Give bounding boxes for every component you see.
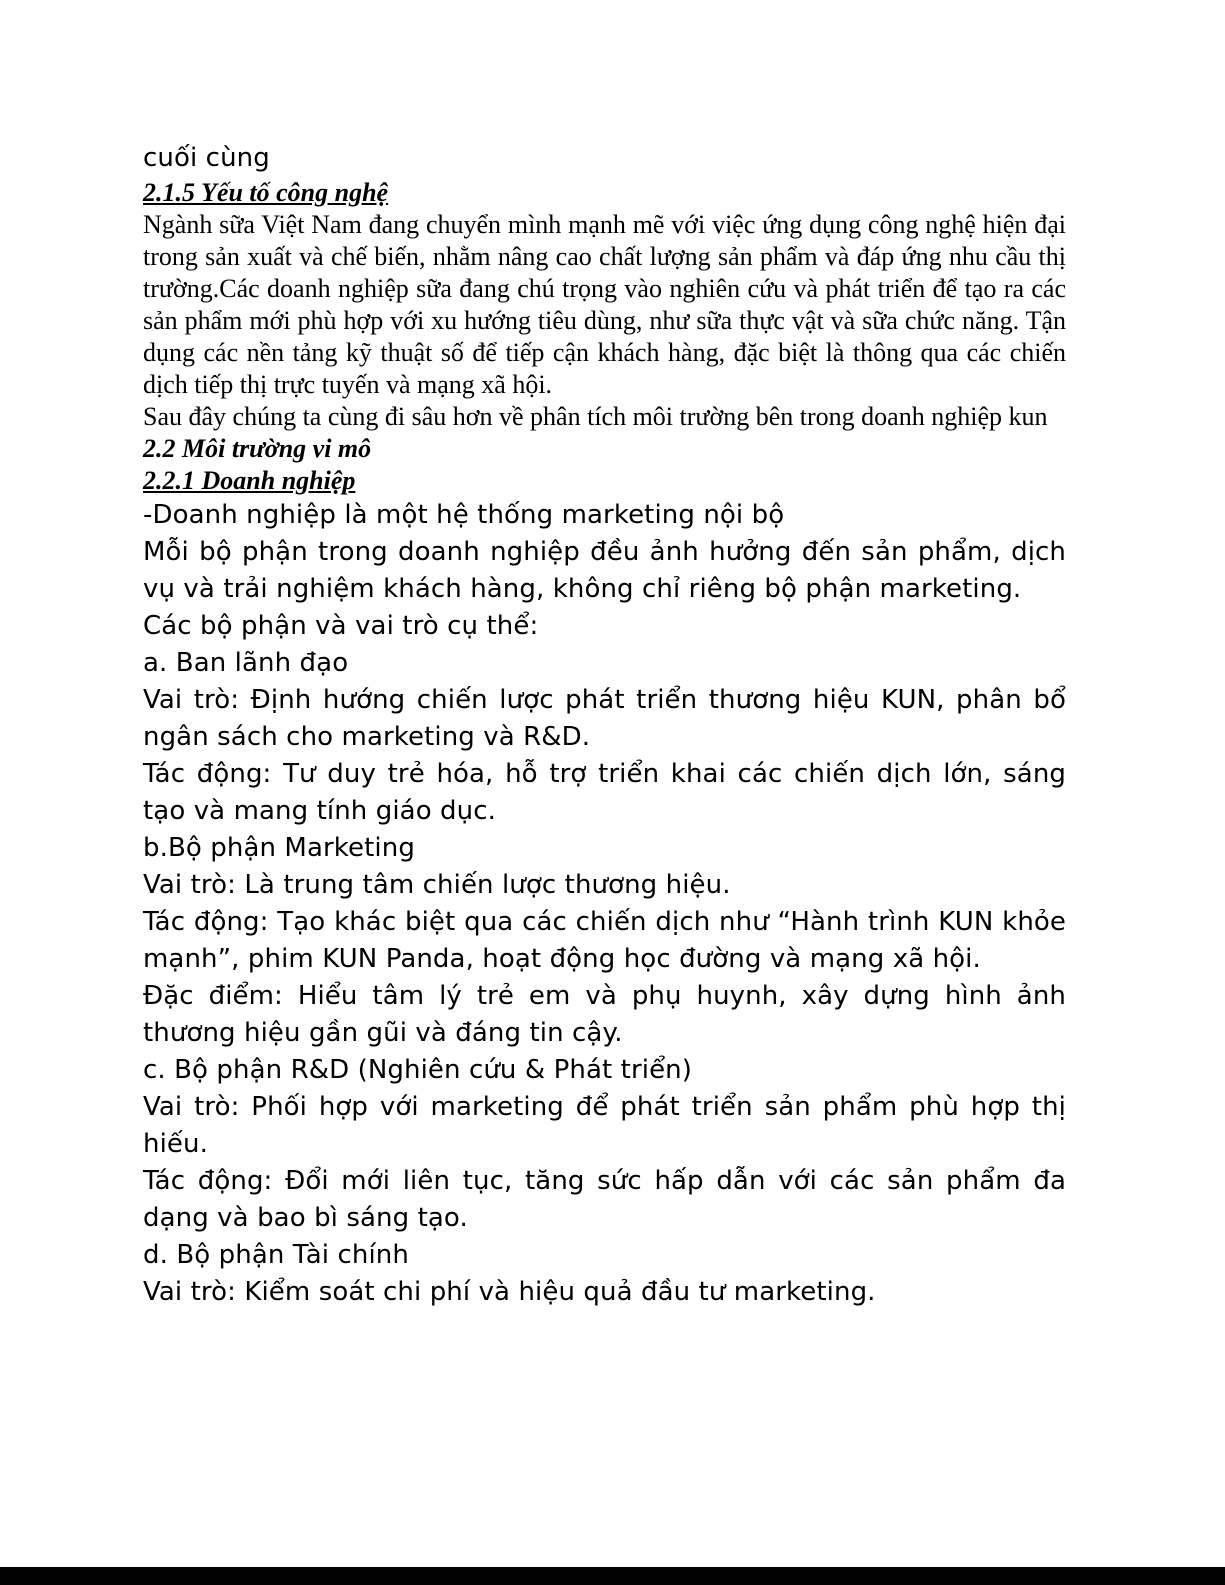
heading-2-2-1-enterprise: 2.2.1 Doanh nghiệp [143,466,356,495]
paragraph-internal-marketing-system: -Doanh nghiệp là một hệ thống marketing nội bộ [143,500,785,530]
section-b-title: b.Bộ phận Marketing [143,833,415,863]
heading-2-2-micro-environment: 2.2 Môi trường vi mô [143,434,372,463]
section-b-impact: Tác động: Tạo khác biệt qua các chiến dịch như “Hành trình KUN khỏe mạnh”, phim KUN Panda, hoạt động học đường và mạng xã hội. [143,907,1066,974]
section-a-role: Vai trò: Định hướng chiến lược phát triển thương hiệu KUN, phân bổ ngân sách cho marketing và R&D. [143,685,1066,752]
section-d-title: d. Bộ phận Tài chính [143,1240,409,1270]
section-b-characteristics: Đặc điểm: Hiểu tâm lý trẻ em và phụ huynh, xây dựng hình ảnh thương hiệu gần gũi và đáng tin cậy. [143,981,1066,1048]
section-c-impact: Tác động: Đổi mới liên tục, tăng sức hấp dẫn với các sản phẩm đa dạng và bao bì sáng tạo. [143,1166,1066,1233]
paragraph-departments-roles: Các bộ phận và vai trò cụ thể: [143,611,539,641]
section-a-title: a. Ban lãnh đạo [143,648,349,678]
section-a-impact: Tác động: Tư duy trẻ hóa, hỗ trợ triển khai các chiến dịch lớn, sáng tạo và mang tính giáo dục. [143,759,1066,826]
document-body [143,140,1066,1311]
page-bottom-border [0,1567,1225,1585]
section-c-role: Vai trò: Phối hợp với marketing để phát triển sản phẩm phù hợp thị hiếu. [143,1092,1066,1159]
section-b-role: Vai trò: Là trung tâm chiến lược thương hiệu. [143,870,731,900]
paragraph-cuoi-cung: cuối cùng [143,143,270,173]
heading-2-1-5-technology: 2.1.5 Yếu tố công nghệ [143,178,389,207]
paragraph-sau-day: Sau đây chúng ta cùng đi sâu hơn về phân tích môi trường bên trong doanh nghiệp kun [143,402,1048,431]
section-d-role: Vai trò: Kiểm soát chi phí và hiệu quả đầu tư marketing. [143,1277,876,1307]
paragraph-nganh-sua: Ngành sữa Việt Nam đang chuyển mình mạnh mẽ với việc ứng dụng công nghệ hiện đại trong sản xuất và chế biến, nhằm nâng cao chất lượng sản phẩm và đáp ứng nhu cầu thị trường.Các doanh nghiệp sữa đang chú trọng vào nghiên cứu và phát triển để tạo ra các sản phẩm mới phù hợp với xu hướng tiêu dùng, như sữa thực vật và sữa chức năng. Tận dụng các nền tảng kỹ thuật số để tiếp cận khách hàng, đặc biệt là thông qua các chiến dịch tiếp thị trực tuyến và mạng xã hội. [143,210,1066,399]
section-c-title: c. Bộ phận R&D (Nghiên cứu & Phát triển) [143,1055,692,1085]
paragraph-each-department: Mỗi bộ phận trong doanh nghiệp đều ảnh hưởng đến sản phẩm, dịch vụ và trải nghiệm khách hàng, không chỉ riêng bộ phận marketing. [143,537,1066,604]
